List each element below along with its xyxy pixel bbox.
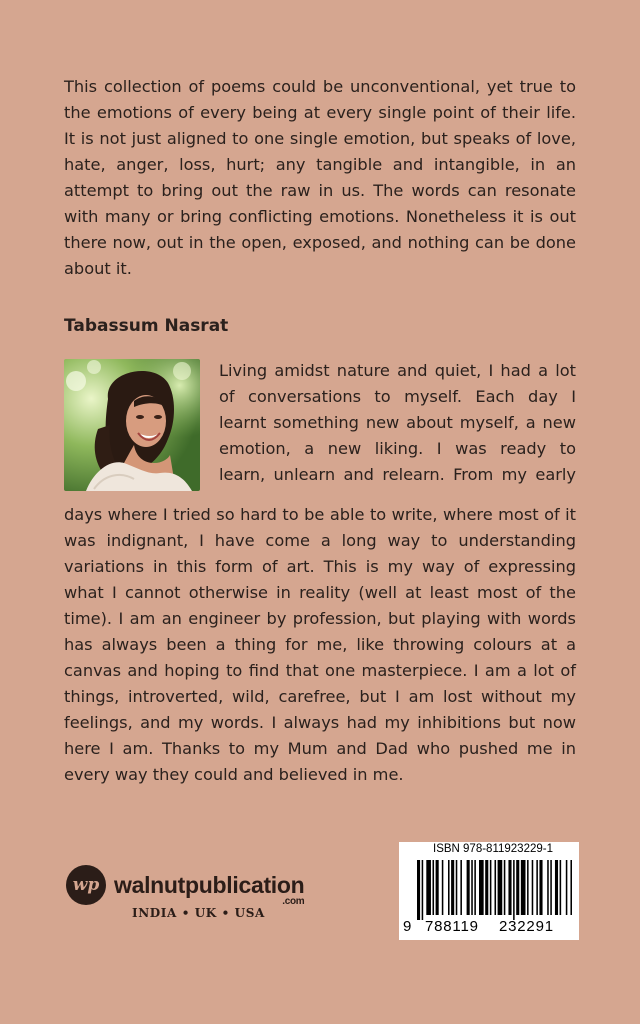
barcode-bar xyxy=(532,860,534,915)
author-photo xyxy=(64,359,200,491)
barcode-bar xyxy=(467,860,470,915)
barcode-bar xyxy=(495,860,497,915)
barcode-bar xyxy=(436,860,439,915)
bio-line: Living amidst nature and quiet, I had a lot xyxy=(219,361,576,380)
barcode-bar xyxy=(504,860,506,915)
barcode-bar xyxy=(521,860,526,915)
barcode-bar xyxy=(547,860,549,915)
barcode-bar xyxy=(550,860,552,915)
barcode-bar xyxy=(474,860,476,915)
barcode-bar xyxy=(516,860,519,915)
barcode-bar xyxy=(536,860,538,915)
barcode-bar xyxy=(460,860,462,915)
author-bio: days where I tried so hard to be able to write, where most of it was indignant, I have come a long way to understanding variations in this form of art. This is my way of expressing what I cannot otherwise in reality (well at least most of the time). I am an engineer by profession, but playing with words has always been a thing for me, like throwing colours at a canvas and hoping to find that one masterpiece. I am a lot of things, introverted, wild, carefree, but I am lost without my feelings, and my words. I always had my inhibitions but now here I am. Thanks to my Mum and Dad who pushed me in every way they could and believed in me. xyxy=(64,505,576,784)
barcode-bar xyxy=(508,860,511,915)
barcode-bar xyxy=(442,860,444,915)
isbn-label: ISBN 978-811923229-1 xyxy=(433,843,553,855)
bio-line: of conversations to myself. Each day I xyxy=(219,387,576,406)
barcode-bar xyxy=(527,860,529,915)
author-bio-intro xyxy=(219,358,576,488)
barcode-bar xyxy=(566,860,568,915)
barcode-bar xyxy=(570,860,572,915)
publisher-regions: INDIA • UK • USA xyxy=(132,906,265,920)
publisher-name xyxy=(114,871,305,907)
barcode-bar xyxy=(498,860,503,915)
barcode-bar xyxy=(422,860,424,920)
publisher-domain: .com xyxy=(282,895,305,907)
back-cover-blurb: This collection of poems could be unconventional, yet true to the emotions of every being at every single point of their life. It is not just aligned to one single emotion, but speaks of love, hate, anger, loss, hurt; any tangible and intangible, in an attempt to bring out the raw in us. The words can resonate with many or bring conflicting emotions. Nonetheless it is out there now, out in the open, exposed, and nothing can be done about it. xyxy=(64,77,576,278)
walnut-logo-icon: wp xyxy=(66,865,106,905)
barcode-digits-left: 788119 xyxy=(425,918,479,935)
barcode-bar xyxy=(417,860,420,920)
publisher-wordmark: walnutpublication xyxy=(114,871,305,898)
isbn-barcode xyxy=(399,842,579,940)
barcode-bar xyxy=(471,860,473,915)
bio-line: emotion, a new liking. I was ready to xyxy=(219,439,576,458)
barcode-bar xyxy=(448,860,450,915)
barcode-bar xyxy=(479,860,484,915)
author-name: Tabassum Nasrat xyxy=(64,316,229,336)
barcode-digits-right: 232291 xyxy=(499,918,554,935)
bio-line: learn, unlearn and relearn. From my early xyxy=(219,465,576,484)
barcode-bar xyxy=(513,860,515,920)
barcode-bar xyxy=(485,860,488,915)
barcode-bar xyxy=(456,860,458,915)
barcode-bar xyxy=(490,860,492,915)
barcode-bar xyxy=(555,860,558,915)
barcode-bar xyxy=(560,860,562,915)
barcode-bar xyxy=(426,860,431,915)
bio-line: learnt something new about myself, a new xyxy=(219,413,576,432)
barcode-digit-first: 9 xyxy=(403,918,413,935)
publisher-logo xyxy=(66,862,304,908)
barcode-bar xyxy=(539,860,542,915)
barcode-bar xyxy=(433,860,435,915)
barcode-bar xyxy=(451,860,454,915)
